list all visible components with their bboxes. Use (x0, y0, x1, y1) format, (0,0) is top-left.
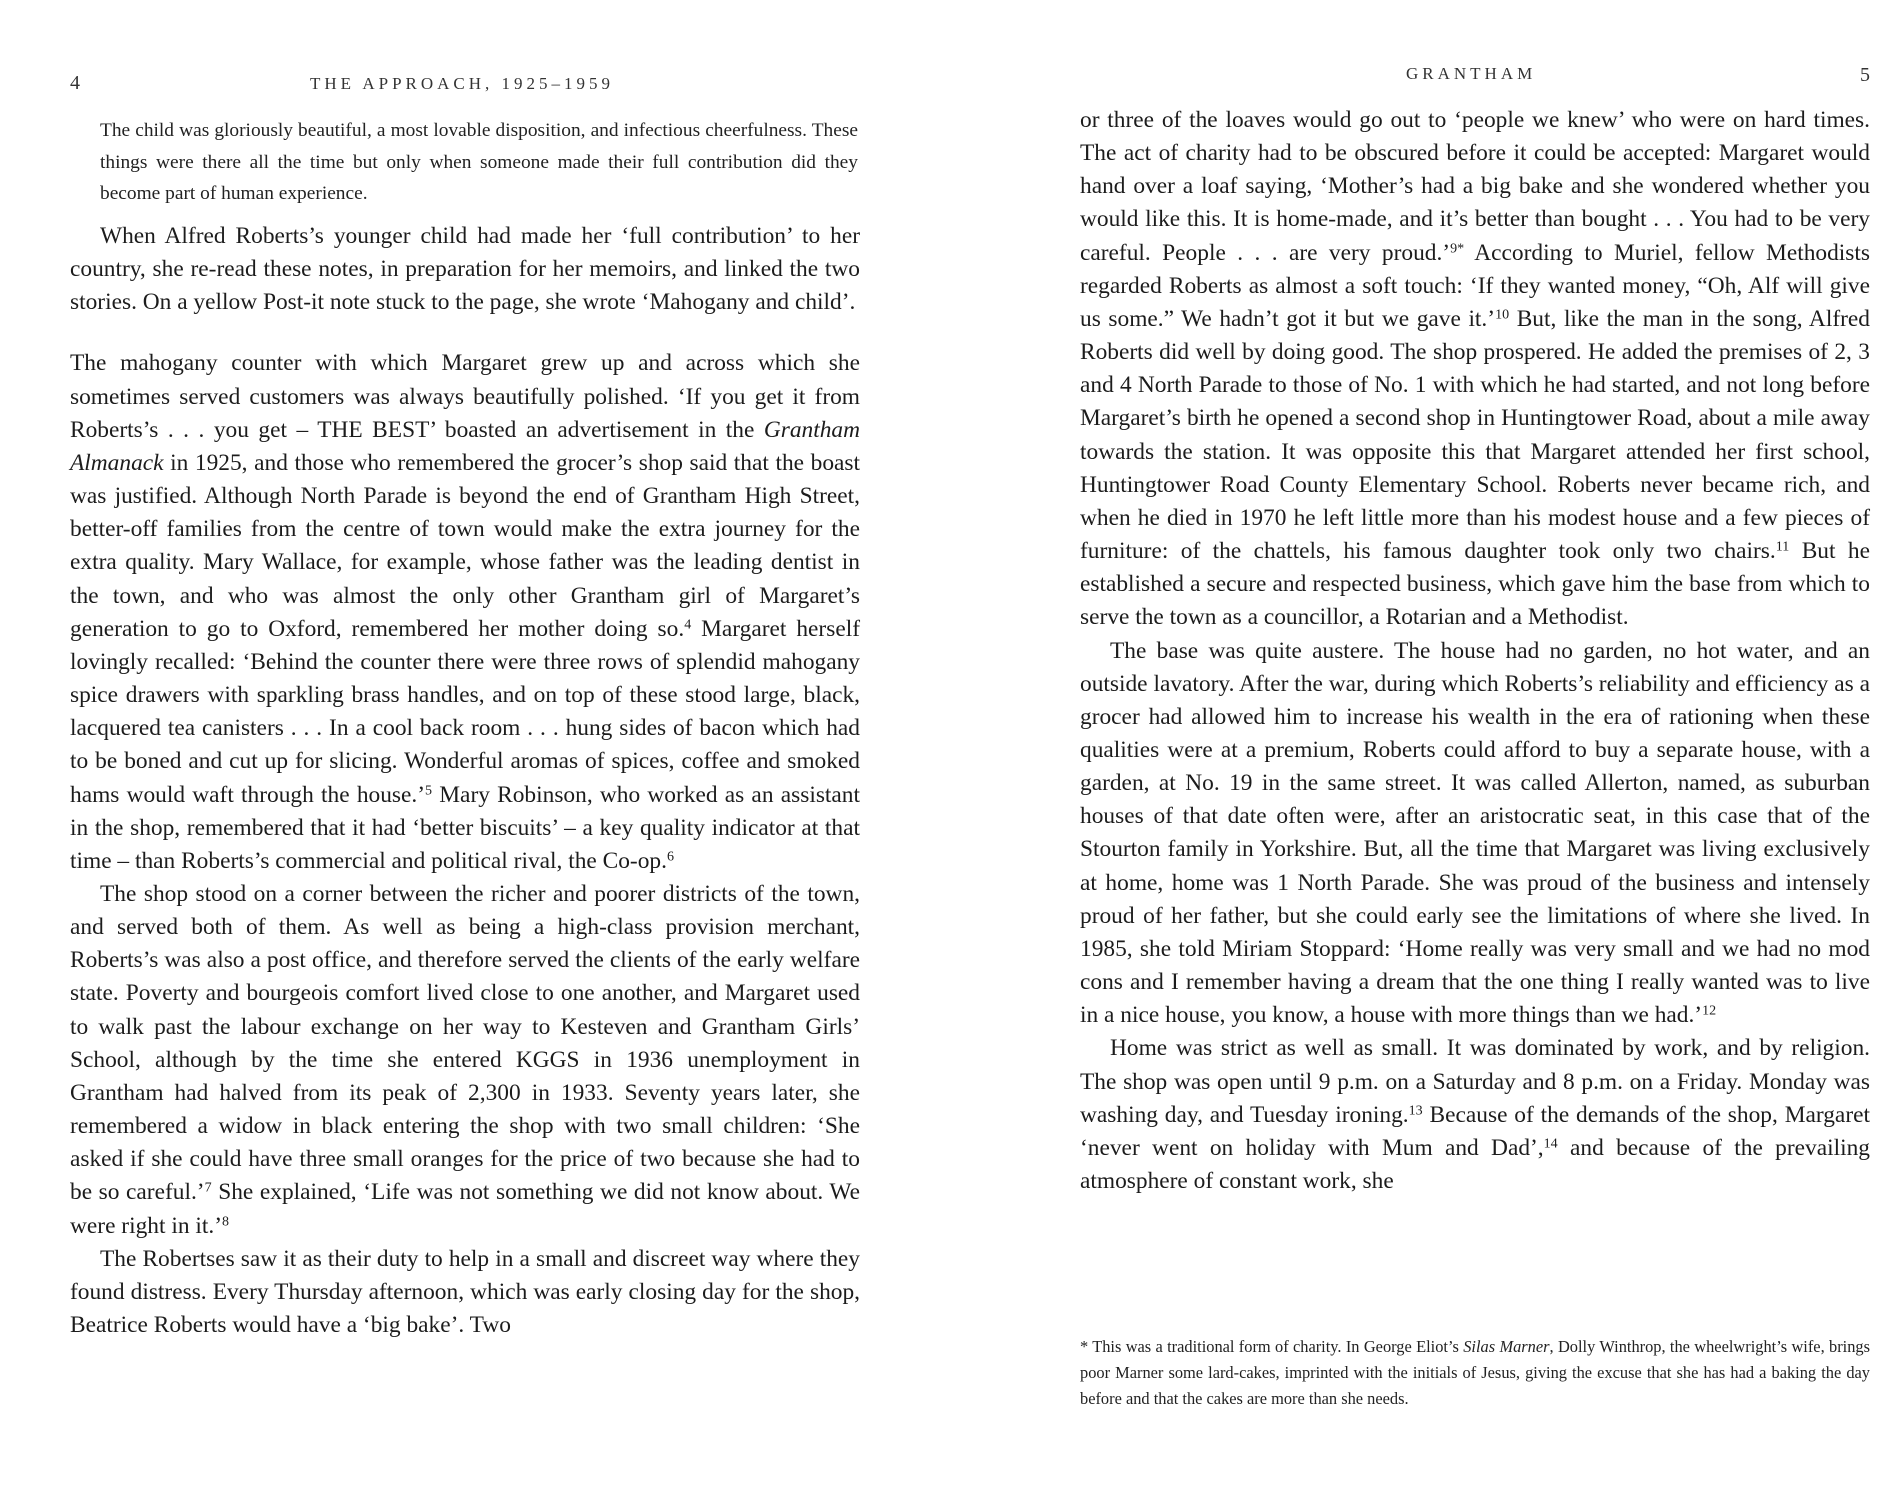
text-run: The base was quite austere. The house had no garden, no hot water, and an outside lavatory. After the war, during which Roberts’s reliability and efficiency as a grocer had allowed him to increase his wealth in the era of rationing when these qualities were at a premium, Roberts could afford to buy a separate house, with a garden, at No. 19 in the same street. It was called Allerton, named, as suburban houses of that date often were, after an aristocratic seat, in this case that of the Stourton family in Yorkshire. But, all the time that Margaret was living exclusively at home, home was 1 North Parade. She was proud of the business and intensely proud of her father, but she could early see the limitations of where she lived. In 1985, she told Miriam Stoppard: ‘Home really was very small and we had no mod cons and I remember having a dream that the one thing I really wanted was to live in a nice house, you know, a house with more things than we had.’ (1080, 637, 1870, 1029)
footnote-ref: 6 (666, 848, 674, 865)
footnote-ref: 5 (425, 781, 433, 798)
text-run: , Dolly Winthrop, the wheelwright’s wife, brings poor Marner some lard-cakes, imprinted with the initials of Jesus, giving the excuse that she has had a baking the day before and that the cakes are more than she needs. (1080, 1337, 1870, 1409)
left-page-number: 4 (70, 72, 80, 94)
paragraph (1080, 1032, 1870, 1198)
footnote-ref: 4 (684, 616, 692, 632)
paragraph: When Alfred Roberts’s younger child had made her ‘full contribution’ to her country, she re-read these notes, in preparation for her memoirs, and linked the two stories. On a yellow Post-it note stuck to the page, she wrote ‘Mahogany and child’. (70, 223, 860, 316)
text-run: The mahogany counter with which Margaret grew up and across which she sometimes served customers was always beautifully polished. ‘If you get it from Roberts’s . . . you get – THE BEST’ boasted an advertisement in the (70, 350, 860, 443)
text-run: and because of the prevailing atmosphere of constant work, she (1080, 1134, 1870, 1194)
right-body-text (1080, 104, 1870, 1198)
paragraph: The Robertses saw it as their duty to help in a small and discreet way where they found distress. Every Thursday afternoon, which was early closing day for the shop, Beatrice Roberts would have a ‘big bake’. Two (70, 1245, 860, 1338)
block-quote (100, 115, 858, 210)
text-run: The shop stood on a corner between the richer and poorer districts of the town, and served both of them. As well as being a high-class provision merchant, Roberts’s was also a post office, and therefore served the clients of the early welfare state. Poverty and bourgeois comfort lived close to one another, and Margaret used to walk past the labour exchange on her way to Kesteven and Grantham Girls’ School, although by the time she entered KGGS in 1936 unemployment in Grantham had halved from its peak of 2,300 in 1933. Seventy years later, she remembered a widow in black entering the shop with two small children: ‘She asked if she could have three small oranges for the price of two because she had to be so careful.’ (70, 880, 860, 1206)
text-run: Because of the demands of the shop, Margaret ‘never went on holiday with Mum and Dad’, (1080, 1101, 1870, 1161)
text-run: or three of the loaves would go out to ‘people we knew’ who were on hard times. The act of charity had to be obscured before it could be accepted: Margaret would hand over a loaf saying, ‘Mother’s had a big bake and she wondered whether you would like this. It is home-made, and it’s better than bought . . . You had to be very careful. People . . . are very proud.’ (1080, 107, 1870, 266)
footnote-ref: 9* (1450, 239, 1465, 256)
text-run: But he established a secure and respected business, which gave him the base from which to serve the town as a councillor, a Rotarian and a Methodist. (1080, 538, 1870, 631)
text-run: in 1925, and those who remembered the grocer’s shop said that the boast was justified. Although North Parade is beyond the end of Grantham High Street, better-off families from the centre of town would make the extra journey for the extra quality. Mary Wallace, for example, whose father was the leading dentist in the town, and who was almost the only other Grantham girl of Margaret’s generation to go to Oxford, remembered her mother doing so. (70, 449, 860, 642)
footnote-ref: 14 (1543, 1135, 1558, 1152)
right-page (1080, 0, 1870, 1508)
left-body-text (70, 220, 860, 1342)
text-run: According to Muriel, fellow Methodists regarded Roberts as almost a soft touch: ‘If they wanted money, “Oh, Alf will give us some.” We hadn’t got it but we gave it.’ (1080, 239, 1870, 332)
text-run: But, like the man in the song, Alfred Roberts did well by doing good. The shop prospered. He added the premises of 2, 3 and 4 North Parade to those of No. 1 with which he had started, and not long before Margaret’s birth he opened a second shop in Huntingtower Road, about a mile away towards the station. It was opposite this that Margaret attended her first school, Huntingtower Road County Elementary School. Roberts never became rich, and when he died in 1970 he left little more than his modest house and a few pieces of furniture: of the chattels, his famous daughter took only two chairs. (1080, 305, 1870, 565)
footnote-ref: 10 (1495, 306, 1510, 323)
footnote-ref: 11 (1775, 538, 1790, 555)
text-run: Margaret herself lovingly recalled: ‘Behind the counter there were three rows of splendid mahogany spice drawers with sparkling brass handles, and on top of these stood large, black, lacquered tea canisters . . . In a cool back room . . . hung sides of bacon which had to be boned and cut up for slicing. Wonderful aromas of spices, coffee and smoked hams would waft through the house.’ (70, 615, 860, 808)
paragraph (70, 347, 860, 878)
footnote-ref: 13 (1408, 1101, 1423, 1118)
block-quote-text: The child was gloriously beautiful, a most lovable disposition, and infectious cheerfulness. These things were there all the time but only when someone made their full contribution did they become part of human experience. (100, 120, 858, 204)
text-run: Mary Robinson, who worked as an assistant in the shop, remembered that it had ‘better biscuits’ – a key quality indicator at that time – than Roberts’s commercial and political rival, the Co-op. (70, 781, 860, 874)
right-page-number: 5 (1860, 64, 1870, 86)
footnote-text (1080, 1334, 1870, 1413)
text-run: * This was a traditional form of charity. In George Eliot’s (1080, 1337, 1464, 1356)
italic-title: Silas Marner (1463, 1337, 1550, 1356)
left-page (70, 0, 860, 1508)
paragraph (1080, 635, 1870, 1033)
footnote-ref: 7 (204, 1179, 212, 1196)
italic-title: Grantham Almanack (70, 416, 860, 476)
paragraph (70, 878, 860, 1243)
footnote-ref: 8 (222, 1212, 230, 1229)
text-run: She explained, ‘Life was not something we did not know about. We were right in it.’ (70, 1179, 860, 1239)
right-running-head-title: GRANTHAM (1406, 64, 1537, 83)
paragraph (1080, 104, 1870, 635)
left-running-head-title: THE APPROACH, 1925–1959 (310, 74, 615, 93)
footnote (1080, 1334, 1870, 1413)
footnote-ref: 12 (1702, 1002, 1717, 1019)
text-run: Home was strict as well as small. It was dominated by work, and by religion. The shop was open until 9 p.m. on a Saturday and 8 p.m. on a Friday. Monday was washing day, and Tuesday ironing. (1080, 1035, 1870, 1128)
